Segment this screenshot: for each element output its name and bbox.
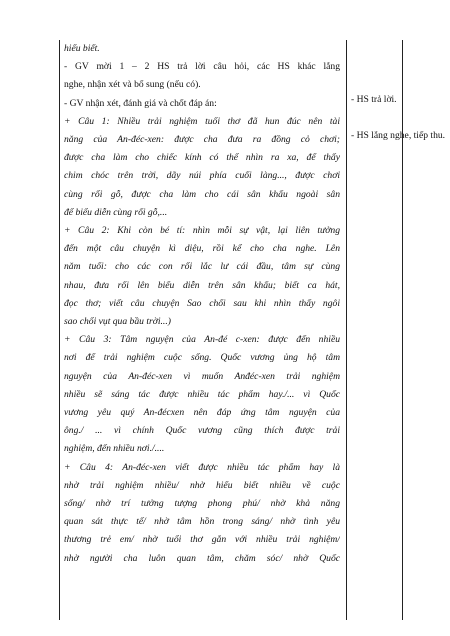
text-line: sống/ nhờ trí tưởng tượng phong phú/ nhờ khả năng xyxy=(64,498,340,510)
text-line: sao chổi vụt qua bầu trời...) xyxy=(64,316,171,328)
text-line: nghe, nhận xét và bổ sung (nếu có). xyxy=(64,79,201,91)
text-line: ông./ ... vì chính Quốc vương cũng thích được trải xyxy=(64,425,340,437)
text-line: để biểu diễn cùng rối gỗ,... xyxy=(64,206,168,218)
student-listen-line: - HS lắng nghe, tiếp thu. xyxy=(351,130,446,141)
text-line: - GV mời 1 – 2 HS trả lời câu hỏi, các HS khác lắng xyxy=(64,61,340,73)
text-line: năng của An-đéc-xen: được cha đưa ra đồng cỏ chơi; xyxy=(64,134,340,146)
text-line: nơi để trải nghiệm cuộc sống. Quốc vương ủng hộ tâm xyxy=(64,352,340,364)
text-line: đọc thơ; viết câu chuyện Sao chổi sau khi nhìn thấy ngôi xyxy=(64,297,340,309)
text-line: năm tuổi: cho các con rối lắc lư cái đầu, tâm sự cùng xyxy=(64,261,340,273)
text-line: cùng rối gỗ, được cha làm cho cái sân khấu ngoài sân xyxy=(64,188,340,200)
text-line: thương trẻ em/ nhờ tuổi thơ gắn với nhiều trải nghiệm/ xyxy=(64,534,340,546)
teacher-activity-column xyxy=(64,40,340,568)
text-line: chim chóc trên trời, dãy núi phía cuối làng..., được chơi xyxy=(64,170,340,182)
text-line: + Câu 4: An-đéc-xen viết được nhiều tác phẩm hay là xyxy=(64,461,340,473)
text-line: + Câu 2: Khi còn bé tí: nhìn mỗi sự vật, lại liên tưởng xyxy=(64,225,340,237)
text-line: - GV nhận xét, đánh giá và chốt đáp án: xyxy=(64,97,217,109)
text-line: nghiệm, đến nhiều nơi./.... xyxy=(64,443,165,455)
text-line: nhiều sẽ sáng tác được nhiều tác phẩm hay./... vì Quốc xyxy=(64,388,340,400)
text-line: nguyện của An-đéc-xen vì muốn Anđéc-xen trải nghiệm xyxy=(64,370,340,382)
student-response-line: - HS trả lời. xyxy=(351,94,397,105)
text-line: nhờ người cha luôn quan tâm, chăm sóc/ nhờ Quốc xyxy=(64,552,340,564)
text-line: + Câu 1: Nhiều trải nghiệm tuổi thơ đã hun đúc nên tài xyxy=(64,115,340,127)
text-line: được cha làm cho chiếc kính có thể nhìn ra xa, để thấy xyxy=(64,152,340,164)
lesson-table xyxy=(59,40,446,620)
text-line: hiểu biết. xyxy=(64,43,100,54)
text-line: đến một câu chuyện kì diệu, rồi kể cho cha nghe. Lên xyxy=(64,243,340,255)
text-line: + Câu 3: Tâm nguyện của An-đé c-xen: được đến nhiều xyxy=(64,334,340,346)
text-line: quan sát thực tế/ nhờ tâm hồn trong sáng/ nhờ tình yêu xyxy=(64,516,340,528)
column-divider xyxy=(346,40,347,620)
text-line: nhau, đưa rối lên biểu diễn trên sân khấu; biết ca hát, xyxy=(64,279,340,291)
text-line: nhờ trải nghiệm nhiều/ nhờ hiểu biết nhiều về cuộc xyxy=(64,479,340,491)
text-line: vương yêu quý An-đécxen nên đáp ứng tâm nguyện của xyxy=(64,407,340,419)
